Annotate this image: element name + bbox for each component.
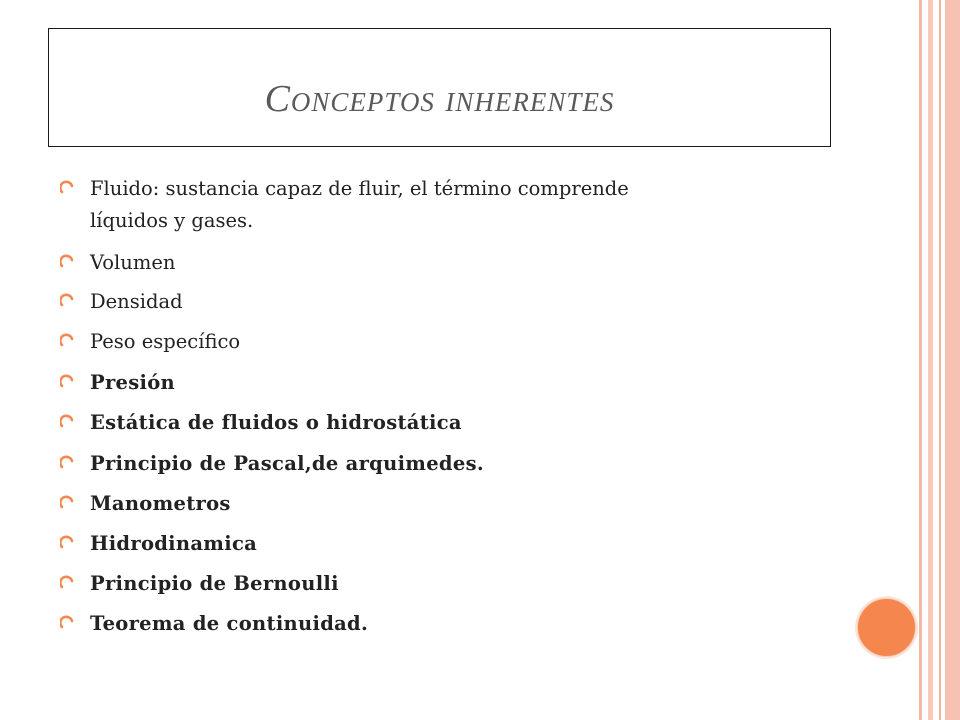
bullet-text: Estática de fluidos o hidrostática xyxy=(90,411,462,434)
bullet-text: Presión xyxy=(90,371,176,394)
bullet-text: Peso específico xyxy=(90,330,241,353)
bullet-text-continuation: líquidos y gases. xyxy=(90,209,254,232)
bullet-text: Densidad xyxy=(90,290,183,313)
decorative-circle xyxy=(857,598,916,657)
bullet-text: Manometros xyxy=(90,492,231,515)
curved-bullet-icon xyxy=(60,254,74,268)
bullet-text: Principio de Pascal,de arquimedes. xyxy=(90,452,484,475)
curved-bullet-icon xyxy=(60,535,74,549)
curved-bullet-icon xyxy=(60,455,74,469)
bullet-text: Hidrodinamica xyxy=(90,532,258,555)
decorative-stripe xyxy=(919,0,922,720)
bullet-text: Principio de Bernoulli xyxy=(90,572,339,595)
curved-bullet-icon xyxy=(60,180,74,194)
decorative-stripe xyxy=(945,0,960,720)
curved-bullet-icon xyxy=(60,575,74,589)
curved-bullet-icon xyxy=(60,414,74,428)
curved-bullet-icon xyxy=(60,333,74,347)
decorative-stripe xyxy=(939,0,941,720)
curved-bullet-icon xyxy=(60,495,74,509)
curved-bullet-icon xyxy=(60,293,74,307)
bullet-text: Fluido: sustancia capaz de fluir, el término comprende xyxy=(90,177,629,200)
curved-bullet-icon xyxy=(60,374,74,388)
slide-title: Conceptos inherentes xyxy=(264,78,615,120)
title-box xyxy=(48,28,831,147)
curved-bullet-icon xyxy=(60,615,74,629)
bullet-text: Volumen xyxy=(90,251,176,274)
decorative-stripe xyxy=(928,0,933,720)
bullet-text: Teorema de continuidad. xyxy=(90,612,369,635)
